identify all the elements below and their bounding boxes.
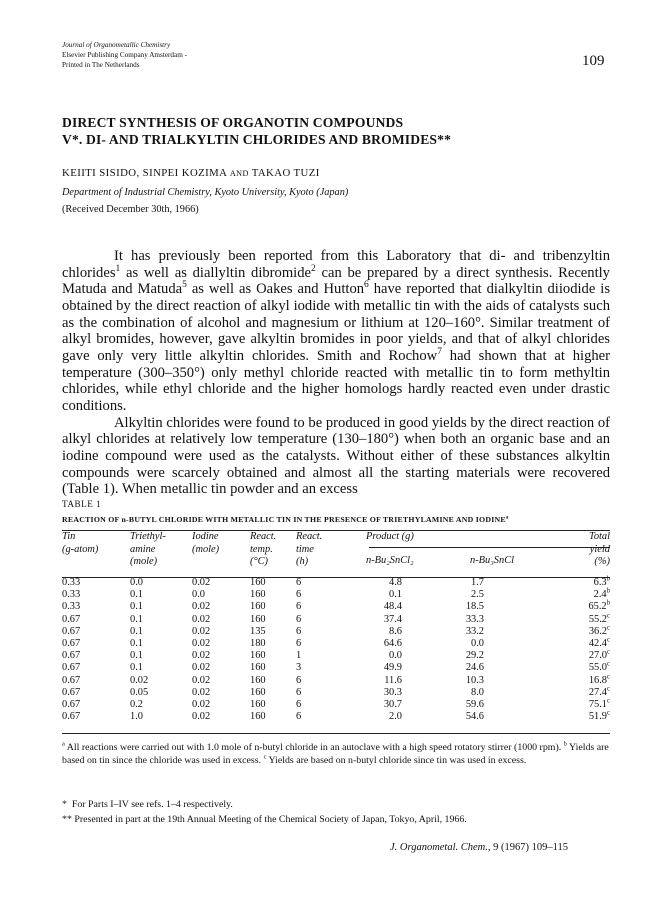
affiliation: Department of Industrial Chemistry, Kyoto University, Kyoto (Japan)	[62, 187, 349, 198]
cell-tin: 0.67	[62, 662, 81, 674]
cell-temp: 180	[250, 638, 266, 650]
article-title	[62, 114, 451, 148]
table-caption-sup: a	[505, 514, 509, 521]
cell-amine: 0.0	[130, 577, 143, 588]
cell-time: 6	[296, 674, 302, 686]
cell-p1: 37.4	[383, 613, 402, 625]
cell-p1: 4.8	[389, 577, 402, 588]
cell-amine: 0.05	[130, 686, 149, 698]
table-bottom-rule	[62, 733, 610, 734]
journal-citation: J. Organometal. Chem., 9 (1967) 109–115	[390, 842, 568, 853]
cell-amine: 0.1	[130, 650, 143, 662]
cell-amine: 0.1	[130, 589, 143, 601]
table-row	[62, 577, 610, 589]
table-row	[62, 638, 610, 650]
cell-amine: 0.1	[130, 662, 143, 674]
cell-total: 65.2$^b$	[588, 599, 610, 613]
received-date: (Received December 30th, 1966)	[62, 204, 199, 215]
publisher: Elsevier Publishing Company Amsterdam -	[62, 51, 187, 59]
cell-total: 27.4$^c$	[588, 685, 610, 698]
cell-amine: 0.02	[130, 674, 149, 686]
page-number: 109	[582, 53, 605, 69]
cell-p2: 10.3	[465, 674, 484, 686]
cell-tin: 0.33	[62, 589, 81, 601]
cell-iodine: 0.02	[192, 650, 211, 662]
col-iodine: Iodine (mole)	[192, 531, 220, 555]
cell-p2: 0.0	[471, 638, 484, 650]
journal-name: Journal of Organometallic Chemistry	[62, 41, 171, 49]
cell-iodine: 0.02	[192, 638, 211, 650]
cell-amine: 0.2	[130, 699, 143, 711]
cell-amine: 0.1	[130, 638, 143, 650]
paragraph-1: It has previously been reported from this Laboratory that di- and tribenzyltin chlorides$^1$ as well as diallyltin dibromide$^2$ can be prepared by a direct synthesis. Recently Matuda and Matuda$^5$ as well as Oakes and Hutton$^6$ have reported that dialkyltin diiodide is obtained by the direct reaction of alkyl iodide with metallic tin with the aids of catalysts such as the combination of alcohol and magnesium or lithium at 120–160°. Similar treatment of alkyl bromides, however, gave alkyltin bromides in poor yields, and that of alkyl chlorides gave only very little alkyltin chlorides. Smith and Rochow$^7$ had shown that at higher temperature (300–350°) only methyl chloride reacted with metallic tin to form methyltin chlorides, while ethyl chloride and the higher homologs hardly reacted even under drastic conditions.	[62, 248, 610, 414]
cell-p2: 2.5	[471, 589, 484, 601]
cell-p2: 33.2	[465, 625, 484, 637]
table-label: TABLE 1	[62, 499, 102, 509]
cell-tin: 0.67	[62, 711, 81, 723]
table-caption-text: REACTION OF n-BUTYL CHLORIDE WITH METALLIC TIN IN THE PRESENCE OF TRIETHYLAMINE AND IODINE	[62, 515, 506, 524]
cell-time: 6	[296, 625, 302, 637]
cell-p1: 48.4	[383, 601, 402, 613]
cell-tin: 0.67	[62, 638, 81, 650]
cell-time: 1	[296, 650, 302, 662]
title-line-1: DIRECT SYNTHESIS OF ORGANOTIN COMPOUNDS	[62, 115, 404, 130]
printed-in: Printed in The Netherlands	[62, 61, 140, 69]
cell-time: 6	[296, 589, 302, 601]
cell-temp: 160	[250, 662, 266, 674]
col-tin: Tin (g-atom)	[62, 531, 99, 555]
cell-amine: 1.0	[130, 711, 143, 723]
cell-time: 6	[296, 699, 302, 711]
col-temp: React. temp. (°C)	[250, 531, 277, 567]
cell-p1: 64.6	[383, 638, 402, 650]
cell-p1: 30.7	[383, 699, 402, 711]
cell-temp: 160	[250, 711, 266, 723]
cell-p2: 24.6	[465, 662, 484, 674]
journal-header	[62, 40, 187, 70]
cell-iodine: 0.02	[192, 711, 211, 723]
cell-temp: 160	[250, 650, 266, 662]
table-row	[62, 687, 610, 699]
cell-p2: 33.3	[465, 613, 484, 625]
cell-total: 27.0$^c$	[588, 648, 610, 662]
cell-time: 6	[296, 711, 302, 723]
cell-p1: 11.6	[384, 674, 402, 686]
cell-p1: 2.0	[389, 711, 402, 723]
cell-tin: 0.67	[62, 625, 81, 637]
table-row	[62, 650, 610, 662]
table-notes: $^a$ All reactions were carried out with 1.0 mole of n-butyl chloride in an autoclave with a high speed rotatory stirrer (1000 rpm). $^b$ Yields are based on tin since the chloride was used in excess. $^c$ Yields are based on n-butyl chloride since tin was used in excess.	[62, 740, 609, 767]
authors	[62, 167, 320, 179]
cell-temp: 160	[250, 686, 266, 698]
cell-time: 6	[296, 601, 302, 613]
cell-p2: 29.2	[465, 650, 484, 662]
col-amine: Triethyl- amine (mole)	[130, 531, 166, 567]
cell-time: 6	[296, 577, 302, 588]
cell-iodine: 0.02	[192, 613, 211, 625]
cell-temp: 160	[250, 613, 266, 625]
cell-iodine: 0.02	[192, 625, 211, 637]
author-names-2: TAKAO TUZI	[251, 167, 320, 179]
cell-tin: 0.33	[62, 601, 81, 613]
cell-iodine: 0.02	[192, 601, 211, 613]
footnote-2: ** Presented in part at the 19th Annual Meeting of the Chemical Society of Japan, Tokyo, April, 1966.	[62, 813, 467, 825]
cell-p1: 8.6	[389, 625, 402, 637]
cell-iodine: 0.02	[192, 699, 211, 711]
table-row	[62, 601, 610, 613]
cell-p2: 18.5	[465, 601, 484, 613]
cell-time: 6	[296, 686, 302, 698]
table-caption	[62, 515, 509, 524]
col-product: Product (g) n-Bu₂SnCl₂ n-Bu₃SnCl	[366, 531, 515, 566]
cell-iodine: 0.02	[192, 577, 211, 588]
cell-p2: 1.7	[471, 577, 484, 588]
cell-total: 16.8$^c$	[588, 673, 610, 686]
cell-temp: 135	[250, 625, 266, 637]
cell-total: 42.4$^c$	[588, 636, 610, 650]
cell-iodine: 0.02	[192, 674, 211, 686]
cell-tin: 0.67	[62, 650, 81, 662]
footnote-1: * For Parts I–IV see refs. 1–4 respectively.	[62, 799, 233, 810]
data-table	[62, 531, 610, 723]
table-row	[62, 699, 610, 711]
col-total: Total yield (%)	[589, 531, 610, 567]
col-time: React. time (h)	[296, 531, 323, 567]
cell-total: 55.2$^c$	[588, 612, 610, 625]
cell-p2: 59.6	[465, 699, 484, 711]
cell-temp: 160	[250, 601, 266, 613]
cell-total: 36.2$^c$	[588, 624, 610, 637]
cell-total: 2.4$^b$	[593, 587, 610, 601]
cell-time: 3	[296, 662, 302, 674]
cell-time: 6	[296, 613, 302, 625]
author-and: AND	[229, 169, 249, 178]
table-row	[62, 626, 610, 638]
table-row	[62, 662, 610, 674]
cell-amine: 0.1	[130, 613, 143, 625]
cell-total: 6.3$^b$	[593, 575, 610, 588]
cell-p2: 54.6	[465, 711, 484, 723]
article-body	[62, 248, 610, 498]
cell-iodine: 0.0	[192, 589, 205, 601]
cell-tin: 0.67	[62, 686, 81, 698]
cell-amine: 0.1	[130, 601, 143, 613]
table-row	[62, 675, 610, 687]
cell-total: 55.0$^c$	[588, 660, 610, 674]
cell-p1: 30.3	[383, 686, 402, 698]
cell-amine: 0.1	[130, 625, 143, 637]
table-row	[62, 589, 610, 601]
cell-p1: 0.0	[389, 650, 402, 662]
cell-tin: 0.67	[62, 613, 81, 625]
cell-iodine: 0.02	[192, 662, 211, 674]
cell-temp: 160	[250, 589, 266, 601]
cell-temp: 160	[250, 674, 266, 686]
table-row	[62, 711, 610, 723]
paragraph-2: Alkyltin chlorides were found to be produced in good yields by the direct reaction of alkyl chlorides at relatively low temperature (130–180°) when both an organic base and an iodine compound were used as the catalysts. Without either of these substances alkyltin compounds were scarcely obtained and almost all the starting materials were recovered (Table 1). When metallic tin powder and an excess	[62, 414, 610, 498]
footnotes	[62, 798, 610, 828]
cell-tin: 0.67	[62, 699, 81, 711]
cell-total: 75.1$^c$	[588, 697, 610, 711]
cell-p2: 8.0	[471, 686, 484, 698]
cell-iodine: 0.02	[192, 686, 211, 698]
cell-total: 51.9$^c$	[588, 709, 610, 723]
table-row	[62, 614, 610, 626]
cell-tin: 0.33	[62, 577, 81, 588]
cell-temp: 160	[250, 699, 266, 711]
author-names-1: KEIITI SISIDO, SINPEI KOZIMA	[62, 167, 227, 179]
cell-temp: 160	[250, 577, 266, 588]
cell-p1: 0.1	[389, 589, 402, 601]
title-line-2: V*. DI- AND TRIALKYLTIN CHLORIDES AND BROMIDES**	[62, 132, 452, 147]
cell-p1: 49.9	[383, 662, 402, 674]
cell-time: 6	[296, 638, 302, 650]
cell-tin: 0.67	[62, 674, 81, 686]
